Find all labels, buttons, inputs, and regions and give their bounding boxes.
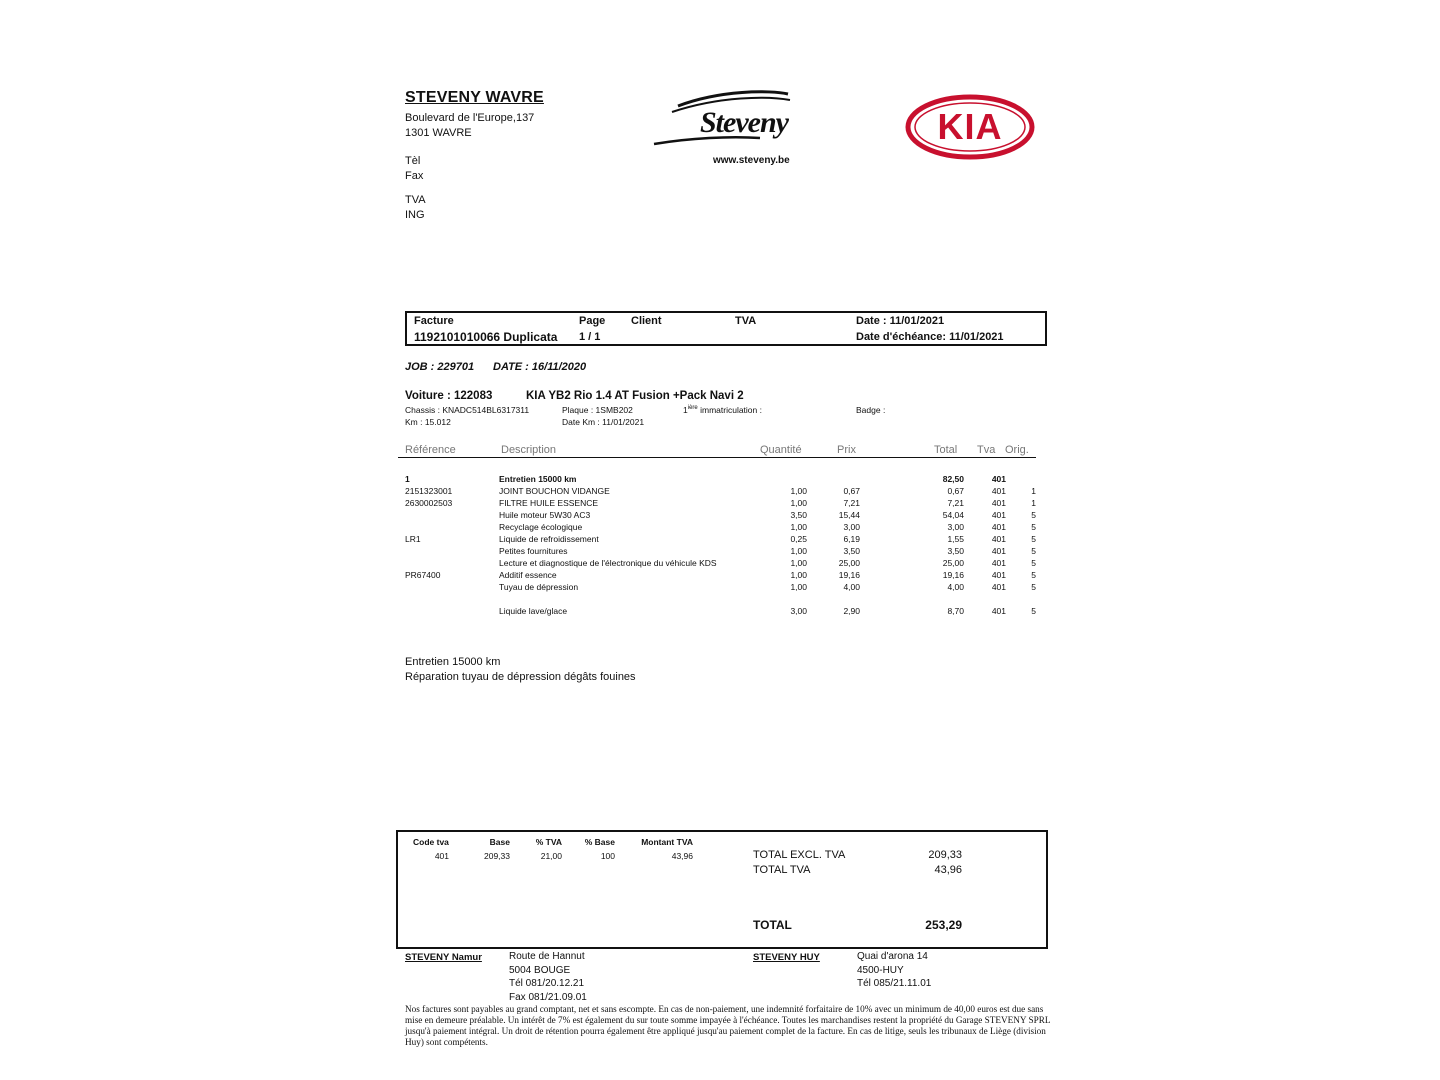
vat-pct-tva: 21,00 [540, 851, 562, 861]
invoice-date: Date : 11/01/2021 [856, 315, 945, 327]
item-qty: 1,00 [790, 486, 807, 496]
item-orig: 1 [1031, 498, 1036, 508]
item-tva: 401 [991, 570, 1006, 580]
page-value: 1 / 1 [579, 331, 601, 343]
col-header-price: Prix [837, 444, 856, 456]
item-total: 25,00 [942, 558, 964, 568]
vehicle-first-registration: $1^{ière}$ immatriculation : [683, 405, 762, 415]
item-tva: 401 [991, 522, 1006, 532]
total-excl-label: TOTAL EXCL. TVA [753, 849, 846, 861]
total-tva-value: 43,96 [934, 864, 962, 876]
item-desc: Lecture et diagnostique de l'électronique du véhicule KDS [499, 558, 717, 568]
item-ref: 1 [405, 474, 410, 484]
kia-logo-text: KIA [937, 106, 1003, 147]
invoice-tva-label: TVA [735, 315, 757, 327]
item-row [0, 498, 1440, 510]
item-total: 0,67 [947, 486, 964, 496]
vehicle-model: KIA YB2 Rio 1.4 AT Fusion +Pack Navi 2 [526, 390, 744, 402]
note-line1: Entretien 15000 km [405, 656, 501, 668]
item-orig: 5 [1031, 558, 1036, 568]
col-header-tva: Tva [977, 444, 996, 456]
fax-label: Fax [405, 170, 424, 182]
item-total: 8,70 [947, 606, 964, 616]
vat-header-pct-base: % Base [584, 837, 615, 847]
grand-total-label: TOTAL [753, 918, 792, 932]
branch-huy-line1: Quai d'arona 14 [857, 951, 928, 962]
branch-huy-line3: Tél 085/21.11.01 [857, 978, 932, 989]
item-tva: 401 [991, 546, 1006, 556]
item-tva: 401 [991, 582, 1006, 592]
branch-namur-line1: Route de Hannut [509, 951, 585, 962]
item-desc: Entretien 15000 km [499, 474, 577, 484]
item-price: 19,16 [838, 570, 860, 580]
item-total: 82,50 [942, 474, 964, 484]
item-desc: Tuyau de dépression [499, 582, 579, 592]
branch-namur-line3: Tél 081/20.12.21 [509, 978, 585, 989]
item-tva: 401 [991, 558, 1006, 568]
branch-huy-name: STEVENY HUY [753, 952, 820, 963]
note-line2: Réparation tuyau de dépression dégâts fouines [405, 671, 636, 683]
item-price: 3,50 [843, 546, 860, 556]
item-qty: 1,00 [790, 498, 807, 508]
steveny-logo [650, 88, 825, 173]
facture-label: Facture [414, 315, 454, 327]
item-row [0, 486, 1440, 498]
item-orig: 5 [1031, 570, 1036, 580]
company-address-line1: Boulevard de l'Europe,137 [405, 112, 535, 124]
item-orig: 5 [1031, 582, 1036, 592]
item-row [0, 510, 1440, 522]
item-price: 0,67 [843, 486, 860, 496]
job-number: JOB : 229701 [405, 361, 475, 373]
item-total: 7,21 [947, 498, 964, 508]
steveny-logo-text: Steveny [700, 106, 788, 139]
item-total: 3,50 [947, 546, 964, 556]
item-desc: FILTRE HUILE ESSENCE [499, 498, 599, 508]
item-qty: 1,00 [790, 570, 807, 580]
vat-base: 209,33 [484, 851, 510, 861]
item-desc: Liquide de refroidissement [499, 534, 599, 544]
item-qty: 1,00 [790, 546, 807, 556]
page-label: Page [579, 315, 606, 327]
item-ref: 2151323001 [405, 486, 453, 496]
item-price: 7,21 [843, 498, 860, 508]
total-excl-value: 209,33 [928, 849, 962, 861]
item-tva: 401 [991, 498, 1006, 508]
item-total: 54,04 [942, 510, 964, 520]
vehicle-badge: Badge : [856, 405, 886, 415]
item-desc: Huile moteur 5W30 AC3 [499, 510, 591, 520]
vehicle-km: Km : 15.012 [405, 417, 451, 427]
item-price: 6,19 [843, 534, 860, 544]
branch-namur-name: STEVENY Namur [405, 952, 482, 963]
col-header-total: Total [934, 444, 958, 456]
item-desc: Recyclage écologique [499, 522, 583, 532]
item-orig: 5 [1031, 546, 1036, 556]
item-qty: 3,50 [790, 510, 807, 520]
vat-header-pct-tva: % TVA [535, 837, 562, 847]
item-ref: LR1 [405, 534, 421, 544]
vehicle-chassis: Chassis : KNADC514BL6317311 [405, 405, 530, 415]
item-price: 2,90 [843, 606, 860, 616]
vat-header-base: Base [489, 837, 510, 847]
item-orig: 5 [1031, 534, 1036, 544]
item-row [0, 522, 1440, 534]
item-orig: 5 [1031, 606, 1036, 616]
item-row [0, 582, 1440, 594]
vehicle-plate: Plaque : 1SMB202 [562, 405, 633, 415]
vat-header-amount: Montant TVA [641, 837, 693, 847]
item-qty: 1,00 [790, 522, 807, 532]
col-header-orig: Orig. [1005, 444, 1029, 456]
vehicle-date-km: Date Km : 11/01/2021 [562, 417, 645, 427]
item-tva: 401 [991, 510, 1006, 520]
item-row [0, 570, 1440, 582]
grand-total-value: 253,29 [925, 918, 962, 932]
vat-header-code: Code tva [413, 837, 449, 847]
ing-label: ING [405, 209, 425, 221]
item-orig: 5 [1031, 510, 1036, 520]
item-row [0, 546, 1440, 558]
job-date: DATE : 16/11/2020 [493, 361, 587, 373]
vat-amount: 43,96 [671, 851, 693, 861]
item-qty: 1,00 [790, 582, 807, 592]
item-total: 19,16 [942, 570, 964, 580]
item-desc: Liquide lave/glace [499, 606, 568, 616]
invoice-due-date: Date d'échéance: 11/01/2021 [856, 331, 1004, 343]
item-row [0, 534, 1440, 546]
col-header-quantity: Quantité [760, 444, 802, 456]
item-price: 4,00 [843, 582, 860, 592]
branch-huy-line2: 4500-HUY [857, 965, 904, 976]
item-total: 3,00 [947, 522, 964, 532]
vat-code: 401 [434, 851, 449, 861]
vehicle-number: Voiture : 122083 [405, 390, 493, 402]
item-orig: 1 [1031, 486, 1036, 496]
item-row [0, 558, 1440, 570]
tel-label: Tèl [405, 155, 421, 167]
item-price: 3,00 [843, 522, 860, 532]
item-tva: 401 [991, 606, 1006, 616]
branch-namur-line4: Fax 081/21.09.01 [509, 992, 587, 1003]
item-tva: 401 [991, 474, 1006, 484]
item-tva: 401 [991, 534, 1006, 544]
legal-terms: Nos factures sont payables au grand comptant, net et sans escompte. En cas de non-paiement, une indemnité forfaitaire de 10% avec un minimum de 40,00 euros est due sans mise en demeure préalable. Un intérêt de 7% est également du sur toute somme impayée à l'échéance. Toutes les marchandises restent la propriété du Garage STEVENY SPRL jusqu'à paiement intégral. Un droit de rétention pourra également être appliqué jusqu'au paiement complet de la facture. En cas de litige, seuls les tribunaux de Liège (division Huy) sont compétents. [405, 1004, 1051, 1047]
website-link[interactable]: www.steveny.be [713, 155, 790, 166]
items-header-rule [398, 457, 1036, 458]
item-ref: PR67400 [405, 570, 441, 580]
total-tva-label: TOTAL TVA [753, 864, 811, 876]
item-price: 15,44 [838, 510, 860, 520]
company-address-line2: 1301 WAVRE [405, 127, 472, 139]
item-qty: 1,00 [790, 558, 807, 568]
item-desc: Petites fournitures [499, 546, 568, 556]
facture-number: 1192101010066 Duplicata [414, 330, 558, 344]
item-orig: 5 [1031, 522, 1036, 532]
client-label: Client [631, 315, 662, 327]
item-desc: Additif essence [499, 570, 557, 580]
company-name: STEVENY WAVRE [405, 89, 544, 106]
item-desc: JOINT BOUCHON VIDANGE [499, 486, 610, 496]
item-row [0, 474, 1440, 486]
item-row [0, 606, 1440, 618]
item-total: 1,55 [947, 534, 964, 544]
kia-logo [905, 94, 1035, 160]
item-ref: 2630002503 [405, 498, 453, 508]
branch-namur-line2: 5004 BOUGE [509, 965, 571, 976]
item-price: 25,00 [838, 558, 860, 568]
col-header-description: Description [501, 444, 557, 456]
item-qty: 3,00 [790, 606, 807, 616]
vat-pct-base: 100 [600, 851, 615, 861]
tva-label: TVA [405, 194, 426, 206]
item-total: 4,00 [947, 582, 964, 592]
col-header-reference: Référence [405, 444, 456, 456]
item-qty: 0,25 [790, 534, 807, 544]
item-tva: 401 [991, 486, 1006, 496]
